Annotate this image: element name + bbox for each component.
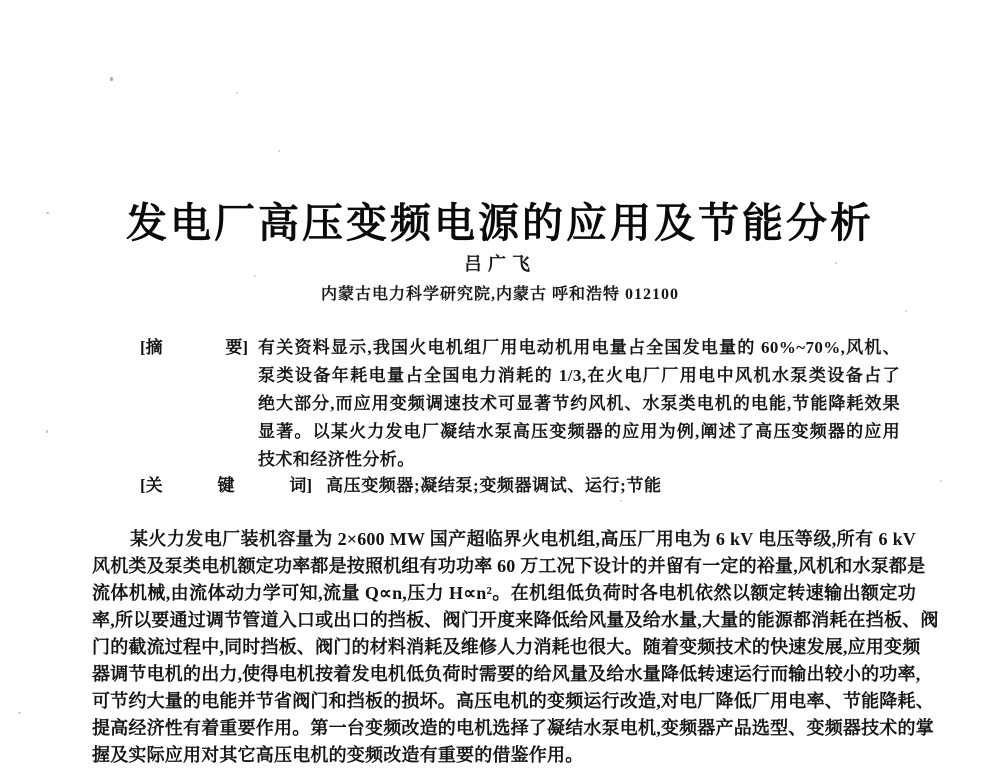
scan-speck (278, 150, 280, 152)
scan-speck (940, 480, 942, 482)
affiliation: 内蒙古电力科学研究院,内蒙古 呼和浩特 012100 (320, 286, 679, 303)
keywords-label-part: [关 (140, 476, 163, 495)
scan-speck (18, 712, 21, 714)
body-text-line: 率,所以要通过调节管道入口或出口的挡板、阀门开度来降低给风量及给水量,大量的能源都消耗在挡板、阀 (92, 610, 939, 630)
author-name: 吕广飞 (464, 254, 536, 274)
body-text-line: 风机类及泵类电机额定功率都是按照机组有功功率 60 万工况下设计的并留有一定的裕量,风机和水泵都是 (92, 556, 926, 576)
body-text-line: 流体机械,由流体动力学可知,流量 Q∝n,压力 H∝n²。在机组低负荷时各电机依然以额定转速输出额定功 (92, 583, 916, 603)
abstract-section (140, 334, 902, 474)
scan-speck (110, 77, 113, 81)
abstract-line: 绝大部分,而应用变频调速技术可显著节约风机、水泵类电机的电能,节能降耗效果 (258, 394, 900, 413)
body-paragraph (92, 526, 939, 769)
abstract-line: 有关资料显示,我国火电机组厂用电动机用电量占全国发电量的 60%~70%,风机、 (258, 338, 900, 357)
paper-title: 发电厂高压变频电源的应用及节能分析 (126, 200, 874, 247)
scan-speck (190, 220, 192, 222)
scan-speck (46, 430, 48, 433)
body-text-line: 提高经济性有着重要作用。第一台变频改造的电机选择了凝结水泵电机,变频器产品选型、变频器技术的掌 (92, 718, 934, 738)
keywords-label-part: 键 (217, 476, 235, 495)
scan-speck (236, 92, 238, 94)
body-text-line: 可节约大量的电能并节省阀门和挡板的损坏。高压电机的变频运行改造,对电厂降低厂用电率、节能降耗、 (92, 691, 934, 711)
body-text-line: 门的截流过程中,同时挡板、阀门的材料消耗及维修人力消耗也很大。随着变频技术的快速发展,应用变频 (92, 637, 921, 657)
scan-speck (254, 275, 256, 277)
scan-speck (620, 500, 622, 502)
body-text-line: 握及实际应用对其它高压电机的变频改造有重要的借鉴作用。 (92, 745, 584, 765)
scan-speck (46, 212, 49, 214)
keywords-text: 高压变频器;凝结泵;变频器调试、运行;节能 (326, 476, 662, 495)
body-text-line: 器调节电机的出力,使得电机按着发电机低负荷时需要的给风量及给水量降低转速运行而输出较小的功率, (92, 664, 921, 684)
abstract-line: 显著。以某火力发电厂凝结水泵高压变频器的应用为例,阐述了高压变频器的应用 (258, 422, 900, 441)
abstract-label (140, 334, 248, 362)
abstract-text (258, 334, 900, 474)
keywords-label-part: 词] (289, 476, 312, 495)
scan-speck (835, 262, 837, 264)
abstract-label-close: 要] (225, 338, 248, 357)
abstract-label-open: [摘 (140, 338, 163, 357)
scan-speck (905, 310, 907, 312)
body-text-line: 某火力发电厂装机容量为 2×600 MW 国产超临界火电机组,高压厂用电为 6 kV 电压等级,所有 6 kV (130, 529, 916, 549)
keywords-section (140, 472, 940, 500)
abstract-line: 泵类设备年耗电量占全国电力消耗的 1/3,在火电厂厂用电中风机水泵类设备占了 (258, 366, 900, 385)
keywords-label (140, 472, 312, 500)
abstract-line: 技术和经济性分析。 (258, 450, 415, 469)
